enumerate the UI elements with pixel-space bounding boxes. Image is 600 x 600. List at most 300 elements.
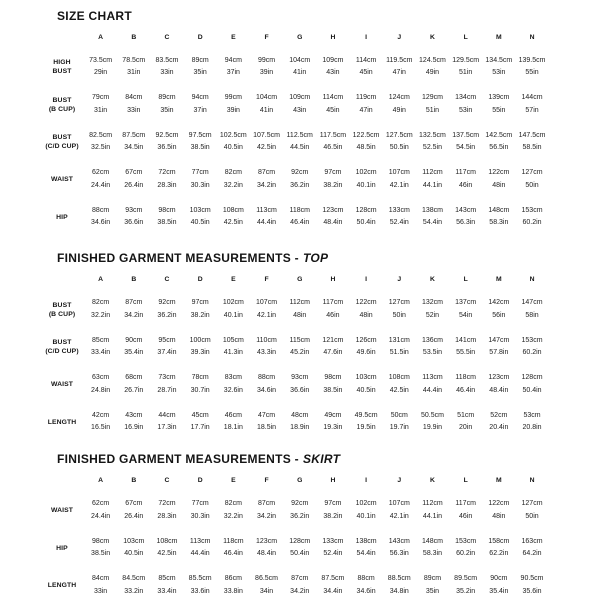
value-in: 58.3in [422, 550, 442, 558]
value-in: 41in [259, 106, 274, 114]
value-in: 30.7in [190, 386, 210, 394]
measurement-cell [184, 372, 217, 397]
measurement-cell [250, 573, 283, 598]
value-cm: 142.5cm [485, 131, 513, 139]
column-header-letter: C [164, 276, 170, 284]
value-in: 48in [293, 311, 307, 319]
row-label-line: BUST [52, 68, 72, 76]
measurement-row [0, 410, 600, 435]
value-cm: 89cm [423, 575, 442, 583]
value-cm: 83.5cm [155, 57, 179, 64]
measurement-cell [250, 92, 283, 117]
value-in: 58in [525, 311, 539, 319]
column-header-spacer [0, 33, 84, 43]
value-in: 54.4in [422, 219, 442, 227]
value-in: 34.6in [356, 587, 376, 595]
value-cm: 113cm [422, 374, 443, 382]
measurement-cell [250, 297, 283, 322]
measurement-cell [150, 92, 183, 117]
value-in: 28.3in [157, 181, 177, 189]
column-header-letter: H [330, 477, 336, 485]
value-in: 35.4in [124, 349, 144, 357]
value-cm: 123cm [256, 537, 278, 545]
value-in: 44.1in [422, 512, 442, 520]
measurement-cell [383, 573, 416, 598]
measurement-cell [117, 410, 150, 435]
value-in: 26.4in [124, 512, 144, 520]
measurement-cell [416, 55, 449, 80]
value-cm: 92cm [291, 500, 309, 508]
measurement-row [0, 335, 600, 360]
value-in: 51in [459, 69, 473, 77]
value-cm: 117cm [322, 299, 344, 307]
measurement-cell [316, 536, 349, 561]
measurement-row [0, 55, 600, 80]
column-header-letter: J [397, 276, 402, 284]
row-label-line: HIP [56, 544, 68, 552]
measurement-row [0, 498, 600, 523]
measurement-cell [217, 372, 250, 397]
value-in: 45.2in [290, 349, 310, 357]
value-in: 54in [459, 311, 473, 319]
value-in: 50.4in [522, 386, 542, 394]
measurement-cell [184, 55, 217, 80]
measurement-cell [416, 297, 449, 322]
measurement-cell [250, 55, 283, 80]
value-cm: 148cm [488, 206, 510, 214]
value-in: 56in [492, 311, 506, 319]
value-in: 34.6in [256, 386, 277, 394]
row-label [0, 536, 84, 561]
value-in: 46.4in [290, 219, 310, 227]
measurement-cell [449, 55, 482, 80]
value-cm: 115cm [289, 336, 310, 344]
value-cm: 107cm [388, 500, 410, 508]
column-header-letter: E [231, 34, 236, 41]
value-cm: 109cm [322, 57, 344, 64]
measurement-cell [316, 92, 349, 117]
value-cm: 104cm [289, 57, 311, 64]
value-cm: 127.5cm [385, 131, 413, 139]
value-in: 57in [525, 106, 539, 114]
measurement-cell [449, 372, 482, 397]
value-in: 36.2in [290, 512, 310, 520]
row-label [0, 297, 84, 322]
value-in: 43.3in [256, 349, 277, 357]
value-in: 19.3in [323, 424, 343, 432]
measurement-cell [515, 92, 548, 117]
value-in: 50in [525, 181, 539, 189]
value-cm: 44cm [158, 411, 176, 419]
measurement-cell [482, 573, 515, 598]
value-in: 50.4in [356, 219, 376, 227]
value-cm: 102cm [355, 500, 377, 508]
value-in: 53.5in [422, 349, 442, 357]
value-in: 33.2in [124, 587, 144, 595]
value-in: 29in [93, 69, 108, 77]
value-cm: 97.5cm [188, 131, 212, 139]
row-label-line: HIGH [53, 59, 71, 67]
measurement-cell [217, 55, 250, 80]
measurement-cell [250, 167, 283, 192]
column-header-letter: J [397, 34, 402, 41]
value-cm: 103cm [189, 206, 211, 214]
value-cm: 127cm [521, 500, 543, 508]
measurement-cell [217, 297, 250, 322]
value-in: 36.6in [124, 219, 144, 227]
value-cm: 134.5cm [485, 57, 513, 64]
value-cm: 43cm [125, 411, 143, 419]
measurement-cell [482, 335, 515, 360]
measurement-cell [150, 167, 183, 192]
value-cm: 42cm [92, 411, 110, 419]
measurement-cell [117, 92, 150, 117]
measurement-cell [416, 205, 449, 230]
value-cm: 63cm [92, 374, 110, 382]
value-in: 46in [459, 512, 473, 520]
value-cm: 51cm [457, 411, 475, 419]
value-cm: 78cm [191, 374, 209, 382]
value-cm: 132cm [421, 299, 443, 307]
value-in: 36.6in [290, 386, 310, 394]
measurement-cell [482, 167, 515, 192]
value-cm: 97cm [324, 169, 342, 177]
value-in: 34.2in [290, 587, 310, 595]
value-in: 56.3in [389, 550, 409, 558]
value-cm: 117.5cm [319, 131, 347, 139]
value-cm: 124cm [388, 94, 410, 102]
measurement-cell [283, 498, 316, 523]
value-cm: 153cm [521, 206, 543, 214]
column-header-letter: I [365, 477, 368, 485]
measurement-cell [84, 167, 117, 192]
measurement-cell [383, 205, 416, 230]
value-cm: 45cm [191, 411, 209, 419]
value-cm: 128cm [355, 206, 377, 214]
measurement-cell [316, 167, 349, 192]
finished-top-table [0, 275, 600, 434]
row-label [0, 335, 84, 360]
measurement-cell [184, 335, 217, 360]
measurement-cell [383, 536, 416, 561]
value-cm: 50.5cm [420, 411, 444, 419]
value-in: 64.2in [522, 550, 542, 558]
row-label [0, 167, 84, 192]
value-cm: 133cm [388, 206, 410, 214]
value-in: 55in [525, 69, 539, 77]
row-label-line: LENGTH [47, 418, 77, 426]
value-in: 35in [193, 69, 207, 77]
value-cm: 77cm [191, 169, 209, 177]
measurement-cell [383, 335, 416, 360]
value-in: 36.2in [157, 311, 177, 319]
value-cm: 88cm [92, 206, 110, 214]
value-in: 18.1in [223, 424, 243, 432]
value-cm: 99cm [224, 94, 242, 102]
measurement-cell [117, 335, 150, 360]
value-cm: 117cm [455, 500, 476, 508]
measurement-cell [350, 205, 383, 230]
column-header-letter: F [264, 276, 269, 284]
column-header-letter: N [529, 477, 535, 485]
measurement-cell [283, 55, 316, 80]
measurement-cell [482, 498, 515, 523]
measurement-cell [117, 130, 150, 155]
value-in: 37.4in [157, 349, 177, 357]
measurement-cell [416, 536, 449, 561]
value-cm: 46cm [224, 411, 242, 419]
value-in: 44.4in [422, 386, 442, 394]
measurement-cell [283, 335, 316, 360]
value-cm: 87cm [257, 500, 276, 508]
value-cm: 153cm [455, 537, 477, 545]
value-cm: 103cm [123, 537, 145, 545]
value-in: 33.6in [190, 587, 210, 595]
value-in: 41in [293, 69, 307, 77]
measurement-cell [150, 536, 183, 561]
value-in: 38.5in [157, 219, 177, 227]
row-label-line: (C/D CUP) [45, 348, 79, 356]
measurement-cell [117, 55, 150, 80]
measurement-cell [283, 372, 316, 397]
measurement-cell [217, 536, 250, 561]
row-label-line: WAIST [50, 381, 74, 389]
measurement-cell [250, 205, 283, 230]
value-in: 52.4in [323, 550, 343, 558]
measurement-cell [449, 335, 482, 360]
value-in: 54.4in [356, 550, 376, 558]
row-label-line: WAIST [50, 176, 74, 184]
measurement-row [0, 573, 600, 598]
column-header-letter: B [131, 477, 137, 485]
value-in: 48in [359, 311, 373, 319]
measurement-cell [316, 498, 349, 523]
column-header-letter: N [529, 34, 535, 41]
value-in: 45in [359, 69, 373, 77]
value-cm: 138cm [355, 537, 377, 545]
measurement-cell [250, 372, 283, 397]
value-in: 30.3in [190, 512, 210, 520]
value-cm: 113cm [256, 206, 277, 214]
measurement-cell [350, 573, 383, 598]
value-in: 34.4in [323, 587, 343, 595]
value-in: 46.4in [223, 550, 243, 558]
measurement-cell [150, 573, 183, 598]
measurement-cell [383, 498, 416, 523]
measurement-cell [350, 410, 383, 435]
measurement-cell [84, 335, 117, 360]
value-in: 35.2in [456, 587, 476, 595]
measurement-cell [515, 205, 548, 230]
value-cm: 143cm [388, 537, 410, 545]
measurement-cell [350, 55, 383, 80]
value-cm: 105cm [222, 336, 244, 344]
measurement-cell [283, 573, 316, 598]
value-cm: 49cm [324, 411, 342, 419]
measurement-cell [383, 297, 416, 322]
column-header-row [0, 33, 600, 43]
column-header-spacer [0, 476, 84, 486]
value-cm: 139.5cm [518, 57, 546, 64]
measurement-cell [515, 167, 548, 192]
measurement-cell [250, 410, 283, 435]
measurement-cell [184, 536, 217, 561]
value-cm: 98cm [324, 374, 342, 382]
value-in: 48.4in [256, 550, 277, 558]
row-label-line: WAIST [50, 507, 74, 515]
column-header-letter: B [131, 34, 137, 41]
value-cm: 113cm [189, 537, 211, 545]
value-cm: 87.5cm [122, 131, 146, 139]
value-cm: 99cm [257, 57, 276, 64]
value-in: 39.3in [190, 349, 210, 357]
value-in: 48in [492, 512, 506, 520]
column-header-letter: D [197, 276, 203, 284]
value-cm: 147cm [521, 299, 543, 307]
value-in: 40.5in [356, 386, 376, 394]
value-cm: 131cm [388, 336, 410, 344]
value-in: 48in [492, 181, 506, 189]
value-cm: 112cm [422, 169, 443, 177]
value-in: 44.4in [256, 219, 277, 227]
value-cm: 52cm [490, 411, 508, 419]
row-label-line: BUST [52, 339, 72, 347]
value-in: 48.5in [356, 144, 376, 152]
value-in: 52.4in [389, 219, 409, 227]
value-in: 54.5in [456, 144, 476, 152]
value-cm: 78.5cm [122, 57, 146, 64]
value-in: 33in [127, 106, 141, 114]
row-label [0, 55, 84, 80]
value-cm: 90cm [490, 575, 508, 583]
measurement-cell [316, 297, 349, 322]
value-in: 19.5in [356, 424, 376, 432]
value-in: 24.4in [91, 181, 111, 189]
value-in: 46.4in [456, 386, 476, 394]
value-cm: 107.5cm [253, 131, 280, 139]
measurement-cell [316, 372, 349, 397]
column-header-letter: K [430, 34, 435, 41]
column-header-letter: H [330, 34, 336, 41]
value-cm: 83cm [224, 374, 242, 382]
row-label-line: (B CUP) [48, 310, 76, 318]
value-cm: 82.5cm [89, 131, 113, 139]
value-cm: 89cm [158, 94, 176, 102]
value-cm: 100cm [189, 336, 211, 344]
measurement-cell [117, 536, 150, 561]
measurement-cell [416, 372, 449, 397]
value-cm: 50cm [390, 411, 408, 419]
value-cm: 92cm [291, 169, 309, 177]
value-in: 42.5in [223, 219, 243, 227]
measurement-cell [515, 410, 548, 435]
measurement-cell [184, 205, 217, 230]
measurement-cell [283, 167, 316, 192]
value-in: 35.6in [522, 587, 542, 595]
measurement-cell [84, 297, 117, 322]
column-header-letter: A [98, 34, 104, 41]
value-in: 39in [259, 69, 274, 77]
value-in: 45in [326, 106, 340, 114]
value-cm: 85cm [158, 575, 176, 583]
column-header-letter: M [496, 276, 502, 284]
value-cm: 67cm [125, 500, 143, 508]
measurement-cell [449, 498, 482, 523]
value-cm: 94cm [191, 94, 209, 102]
column-header-letter: I [365, 34, 368, 41]
value-in: 19.7in [389, 424, 409, 432]
value-in: 34.5in [124, 144, 144, 152]
column-header-letter: G [297, 276, 303, 284]
value-in: 33in [93, 587, 108, 595]
value-in: 40.1in [223, 311, 243, 319]
measurement-cell [515, 335, 548, 360]
value-in: 38.2in [323, 512, 343, 520]
measurement-cell [482, 536, 515, 561]
value-in: 16.5in [91, 424, 111, 432]
measurement-cell [184, 297, 217, 322]
value-in: 26.4in [124, 181, 144, 189]
measurement-cell [482, 130, 515, 155]
column-header-letter: I [365, 276, 368, 284]
measurement-cell [217, 205, 250, 230]
measurement-cell [482, 55, 515, 80]
column-header-letter: K [430, 276, 435, 284]
value-in: 40.1in [356, 181, 376, 189]
measurement-cell [283, 536, 316, 561]
measurement-cell [383, 167, 416, 192]
value-cm: 114cm [355, 57, 377, 64]
column-header-letter: F [264, 477, 269, 485]
value-cm: 123cm [322, 206, 344, 214]
measurement-cell [383, 410, 416, 435]
value-in: 53in [459, 106, 473, 114]
value-in: 46.5in [323, 144, 343, 152]
value-cm: 48cm [291, 411, 309, 419]
measurement-cell [84, 536, 117, 561]
measurement-cell [350, 130, 383, 155]
measurement-cell [316, 205, 349, 230]
measurement-cell [184, 573, 217, 598]
value-cm: 129cm [421, 94, 443, 102]
value-cm: 107cm [388, 169, 410, 177]
measurement-cell [416, 130, 449, 155]
measurement-cell [350, 167, 383, 192]
value-cm: 108cm [388, 374, 410, 382]
value-cm: 67cm [125, 169, 143, 177]
value-in: 44.1in [422, 181, 442, 189]
measurement-cell [117, 498, 150, 523]
value-cm: 95cm [158, 336, 176, 344]
measurement-cell [283, 92, 316, 117]
measurement-cell [184, 167, 217, 192]
value-in: 17.3in [157, 424, 177, 432]
value-cm: 84.5cm [122, 575, 146, 583]
value-cm: 92cm [158, 299, 176, 307]
value-in: 17.7in [190, 424, 210, 432]
value-in: 36.2in [290, 181, 310, 189]
value-in: 42.5in [157, 550, 177, 558]
value-cm: 89cm [191, 57, 209, 64]
value-cm: 139cm [488, 94, 510, 102]
measurement-cell [184, 92, 217, 117]
column-header-letter: E [231, 276, 236, 284]
value-in: 44.5in [290, 144, 310, 152]
value-cm: 124.5cm [419, 57, 446, 64]
value-in: 46in [459, 181, 473, 189]
column-header-row [0, 476, 600, 486]
value-cm: 121cm [322, 336, 344, 344]
